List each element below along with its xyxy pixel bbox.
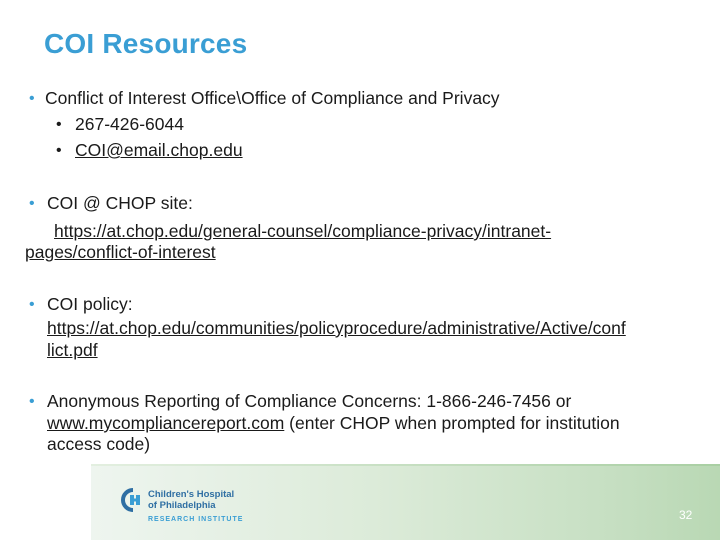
sub-bullet-marker: • — [56, 142, 62, 159]
logo-line1: Children's Hospital — [148, 489, 235, 500]
policy-url-link-line2[interactable]: lict.pdf — [47, 340, 98, 360]
chop-logo-icon — [117, 486, 145, 514]
site-url-link-line1[interactable]: https://at.chop.edu/general-counsel/compliance-privacy/intranet- — [54, 221, 552, 241]
bullet-marker: • — [29, 195, 35, 212]
logo-subtitle: RESEARCH INSTITUTE — [148, 516, 244, 523]
reporting-text-line1: Anonymous Reporting of Compliance Concerns: 1-866-246-7456 or — [47, 391, 572, 411]
slide-title: COI Resources — [44, 28, 248, 59]
sub-bullet-marker: • — [56, 116, 62, 133]
reporting-text-line3: access code) — [47, 434, 151, 454]
bullet-marker: • — [29, 296, 35, 313]
site-url-link-line2[interactable]: pages/conflict-of-interest — [25, 242, 216, 262]
policy-url-link-line1[interactable]: https://at.chop.edu/communities/policyprocedure/administrative/Active/conf — [47, 318, 626, 338]
page-number: 32 — [679, 508, 693, 522]
bullet-marker: • — [29, 393, 35, 410]
reporting-text-line2 — [47, 413, 620, 434]
email-link[interactable]: COI@email.chop.edu — [75, 140, 243, 160]
policy-label: COI policy: — [47, 294, 133, 314]
logo-wordmark — [148, 489, 234, 511]
site-label: COI @ CHOP site: — [47, 193, 193, 213]
reporting-link[interactable]: www.mycompliancereport.com — [47, 413, 285, 433]
phone-text: 267-426-6044 — [75, 114, 184, 134]
office-text: Conflict of Interest Office\Office of Compliance and Privacy — [45, 88, 500, 108]
reporting-text-line2-rest: (enter CHOP when prompted for institution — [284, 413, 620, 433]
logo-line2: of Philadelphia — [148, 500, 216, 511]
bullet-marker: • — [29, 90, 35, 107]
